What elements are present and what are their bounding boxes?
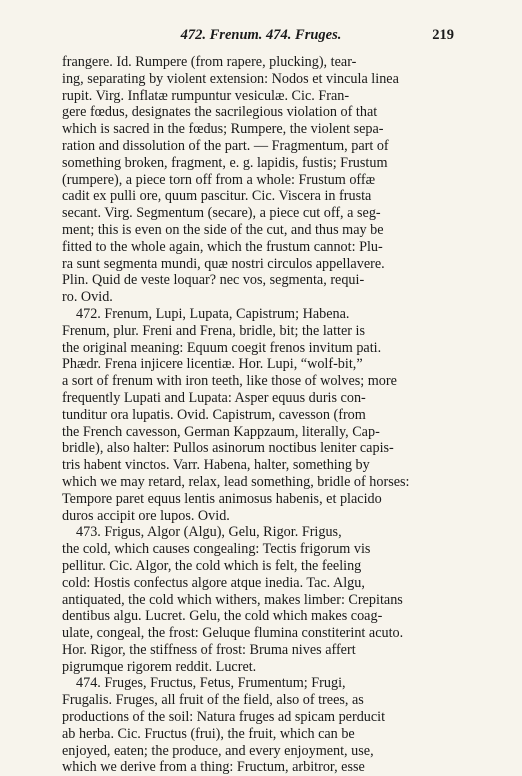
text-line: which is sacred in the fœdus; Rumpere, the violent sepa-	[62, 121, 384, 138]
page-number: 219	[432, 27, 454, 43]
text-line: frequently Lupati and Lupata: Asper equus duris con-	[62, 389, 366, 406]
text-line: ment; this is even on the side of the cut, and thus may be	[62, 221, 384, 238]
text-line: tris habent vinctos. Varr. Habena, halter, something by	[62, 457, 370, 474]
text-line: 474. Fruges, Fructus, Fetus, Frumentum; Frugi,	[76, 675, 346, 692]
text-line: Frenum, plur. Freni and Frena, bridle, bit; the latter is	[62, 322, 366, 339]
text-line: a sort of frenum with iron teeth, like those of wolves; more	[62, 373, 397, 390]
text-line: fitted to the whole again, which the frustum cannot: Plu-	[62, 238, 383, 255]
text-line: enjoyed, eaten; the produce, and every enjoyment, use,	[62, 742, 374, 759]
text-line: (rumpere), a piece torn off from a whole: Frustum offæ	[62, 171, 376, 188]
text-line: ration and dissolution of the part. — Fragmentum, part of	[62, 137, 389, 154]
text-line: cadit ex pulli ore, quum pascitur. Cic. Viscera in frusta	[62, 188, 372, 205]
text-line: 473. Frigus, Algor (Algu), Gelu, Rigor. Frigus,	[76, 524, 342, 541]
text-line: Frugalis. Fruges, all fruit of the field, also of trees, as	[62, 692, 364, 709]
text-line: productions of the soil: Natura fruges ad spicam perducit	[62, 709, 386, 726]
text-line: gere fœdus, designates the sacrilegious violation of that	[62, 104, 378, 121]
text-line: Plin. Quid de veste loquar? nec vos, segmenta, requi-	[62, 272, 365, 289]
text-line: ab herba. Cic. Fructus (frui), the fruit, which can be	[62, 725, 355, 742]
text-line: bridle), also halter: Pullos asinorum noctibus leniter capis-	[62, 440, 394, 457]
text-line: ro. Ovid.	[62, 289, 113, 306]
text-line: ing, separating by violent extension: Nodos et vincula linea	[62, 70, 399, 87]
text-line: antiquated, the cold which withers, makes limber: Crepitans	[62, 591, 403, 608]
text-line: frangere. Id. Rumpere (from rapere, plucking), tear-	[62, 54, 357, 70]
text-line: something broken, fragment, e. g. lapidis, fustis; Frustum	[62, 154, 388, 171]
text-line: the cold, which causes congealing: Tectis frigorum vis	[62, 541, 371, 558]
text-line: duros accipit ore lupos. Ovid.	[62, 507, 230, 524]
text-line: Phædr. Frena injicere licentiæ. Hor. Lupi, “wolf-bit,”	[62, 356, 363, 373]
text-line: which we derive from a thing: Fructum, arbitror, esse	[62, 759, 365, 776]
text-line: ulate, congeal, the frost: Geluque flumina constiterint acuto.	[62, 625, 404, 642]
text-line: Hor. Rigor, the stiffness of frost: Bruma nives affert	[62, 641, 356, 658]
text-line: ra sunt segmenta mundi, quæ nostri circulos appellavere.	[62, 255, 385, 272]
text-line: tunditur ora lupatis. Ovid. Capistrum, cavesson (from	[62, 406, 366, 423]
text-line: secant. Virg. Segmentum (secare), a piece cut off, a seg-	[62, 205, 381, 222]
text-line: the French cavesson, German Kappzaum, literally, Cap-	[62, 423, 380, 440]
text-line: pigrumque rigorem reddit. Lucret.	[62, 658, 257, 675]
running-title: 472. Frenum. 474. Fruges.	[180, 27, 342, 43]
text-line: rupit. Virg. Inflatæ rumpuntur vesiculæ. Cic. Fran-	[62, 87, 350, 104]
text-line: the original meaning: Equum coegit frenos invitum pati.	[62, 339, 382, 356]
text-line: cold: Hostis confectus algore atque inedia. Tac. Algu,	[62, 574, 365, 591]
page-header	[0, 27, 522, 47]
text-line: which we may retard, relax, lead something, bridle of horses:	[62, 473, 410, 490]
text-line: Tempore paret equus lentis animosus habenis, et placido	[62, 490, 382, 507]
text-line: 472. Frenum, Lupi, Lupata, Capistrum; Habena.	[76, 305, 350, 322]
text-line: pellitur. Cic. Algor, the cold which is felt, the feeling	[62, 557, 362, 574]
text-line: dentibus algu. Lucret. Gelu, the cold which makes coag-	[62, 608, 383, 625]
page-body-text	[62, 54, 464, 776]
